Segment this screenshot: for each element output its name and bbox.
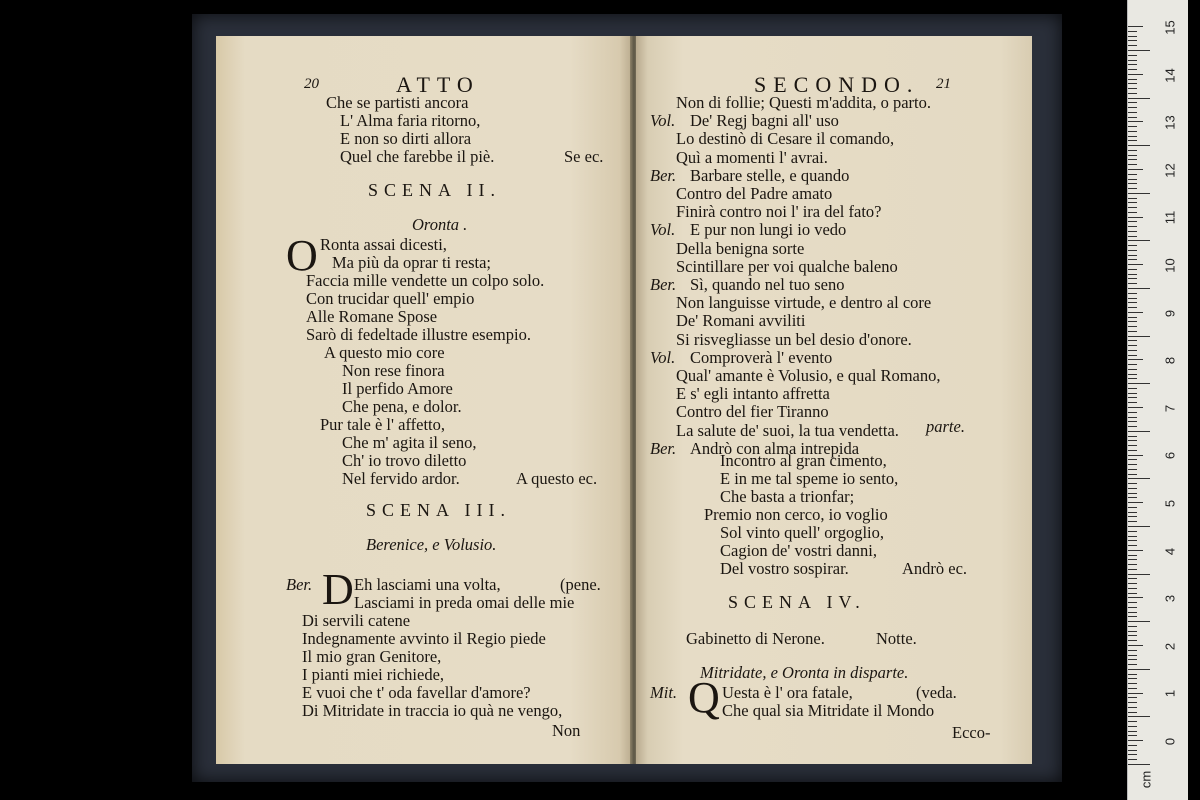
verse-line: Che pena, e dolor. — [342, 397, 462, 416]
verse-line: Indegnamente avvinto il Regio piede — [302, 629, 546, 648]
ruler-tick — [1128, 583, 1137, 584]
speaker-label: Vol. — [650, 220, 676, 240]
ruler-tick — [1128, 578, 1137, 579]
ruler-tick — [1128, 445, 1137, 446]
ruler-tick — [1128, 764, 1150, 765]
right-page — [636, 36, 1032, 764]
verse-line: A questo ec. — [516, 469, 598, 488]
ruler-tick — [1128, 559, 1137, 560]
ruler-tick — [1128, 121, 1143, 122]
ruler-tick — [1128, 317, 1137, 318]
ruler-tick — [1128, 217, 1143, 218]
ruler-tick — [1128, 397, 1137, 398]
drop-cap: D — [322, 565, 354, 614]
verse-line: Non rese finora — [342, 361, 445, 380]
ruler-tick — [1128, 650, 1137, 651]
aria-line: Premio non cerco, io voglio — [704, 505, 888, 524]
ruler-tick — [1128, 669, 1150, 670]
ruler-tick — [1128, 464, 1137, 465]
ruler-tick — [1128, 697, 1137, 698]
dialogue-line: La salute de' suoi, la tua vendetta. — [676, 420, 899, 440]
ruler-tick — [1128, 436, 1137, 437]
ruler-tick — [1128, 378, 1137, 379]
ruler-tick — [1128, 569, 1137, 570]
speaker-label: Vol. — [650, 111, 676, 131]
ruler-tick — [1128, 593, 1137, 594]
speaker-label: Ber. — [286, 575, 313, 594]
aria-line: Cagion de' vostri danni, — [720, 541, 877, 560]
ruler-tick — [1128, 459, 1137, 460]
ruler-tick — [1128, 521, 1137, 522]
page-number: 20 — [304, 76, 319, 92]
ruler-tick — [1128, 131, 1137, 132]
dialogue-line: Scintillare per voi qualche baleno — [676, 256, 898, 276]
ruler-tick — [1128, 602, 1137, 603]
ruler-tick — [1128, 759, 1137, 760]
running-header: SECONDO. — [754, 72, 920, 97]
ruler-tick — [1128, 298, 1137, 299]
ruler-number: 9 — [1162, 309, 1178, 317]
verse-line: Il perfido Amore — [342, 379, 453, 398]
speaker-label: Ber. — [650, 438, 677, 458]
ruler-tick — [1128, 631, 1137, 632]
ruler-tick — [1128, 98, 1150, 99]
ruler-tick — [1128, 212, 1137, 213]
ruler-tick — [1128, 469, 1137, 470]
ruler-number: 10 — [1162, 258, 1178, 273]
ruler-tick — [1128, 221, 1137, 222]
verse-line: Che se partisti ancora — [326, 93, 469, 112]
verse-line: Uesta è l' ora fatale, — [722, 683, 853, 702]
ruler-tick — [1128, 493, 1137, 494]
ruler-tick — [1128, 735, 1137, 736]
ruler-tick — [1128, 716, 1150, 717]
ruler-tick — [1128, 678, 1137, 679]
drop-cap: O — [286, 231, 318, 280]
ruler-tick — [1128, 450, 1137, 451]
verse-line: L' Alma faria ritorno, — [340, 111, 481, 130]
dialogue-line: Finirà contro noi l' ira del fato? — [676, 202, 882, 222]
ruler-tick — [1128, 107, 1137, 108]
ruler-tick — [1128, 421, 1137, 422]
verse-line: Ma più da oprar ti resta; — [332, 253, 491, 272]
ruler-tick — [1128, 393, 1137, 394]
verse-line: Di servili catene — [302, 611, 411, 630]
ruler-tick — [1128, 536, 1137, 537]
speaker-label: Vol. — [650, 347, 676, 367]
ruler-tick — [1128, 188, 1137, 189]
ruler-tick — [1128, 726, 1137, 727]
ruler-tick — [1128, 145, 1150, 146]
ruler-tick — [1128, 245, 1137, 246]
ruler-tick — [1128, 40, 1137, 41]
ruler-tick — [1128, 374, 1137, 375]
ruler-tick — [1128, 745, 1137, 746]
ruler-tick — [1128, 236, 1137, 237]
catchword: Non — [552, 721, 581, 740]
ruler-tick — [1128, 250, 1137, 251]
verse-line: Sarò di fedeltade illustre esempio. — [306, 325, 531, 344]
dialogue-line: De' Romani avviliti — [676, 311, 806, 331]
ruler-tick — [1128, 198, 1137, 199]
verse-line: Pur tale è l' affetto, — [320, 415, 445, 434]
ruler-tick — [1128, 540, 1137, 541]
ruler-tick — [1128, 712, 1137, 713]
scene-heading: SCENA II. — [368, 180, 502, 200]
dialogue-line: E pur non lungi io vedo — [690, 220, 847, 240]
verse-line: Che qual sia Mitridate il Mondo — [722, 701, 935, 720]
ruler-tick — [1128, 564, 1137, 565]
verse-line: Se ec. — [564, 147, 604, 166]
ruler-tick — [1128, 312, 1143, 313]
ruler-tick — [1128, 31, 1137, 32]
ruler-tick — [1128, 588, 1137, 589]
dialogue-line: Non di follie; Questi m'addita, o parto. — [676, 93, 932, 112]
ruler-tick — [1128, 655, 1137, 656]
verse-line: Lasciami in preda omai delle mie — [354, 593, 575, 612]
ruler-tick — [1128, 150, 1137, 151]
ruler-number: 13 — [1162, 115, 1178, 130]
ruler-tick — [1128, 207, 1137, 208]
verse-line: Che m' agita il seno, — [342, 433, 477, 452]
ruler-tick — [1128, 36, 1137, 37]
ruler-tick — [1128, 502, 1143, 503]
ruler-number: 3 — [1162, 595, 1178, 603]
ruler-tick — [1128, 645, 1143, 646]
ruler-number: 5 — [1162, 499, 1178, 508]
measuring-ruler — [1127, 0, 1188, 800]
ruler-tick — [1128, 607, 1137, 608]
ruler-tick — [1128, 269, 1137, 270]
ruler-tick — [1128, 255, 1137, 256]
verse-line: Ch' io trovo diletto — [342, 451, 467, 470]
ruler-tick — [1128, 526, 1150, 527]
verse-line: A questo mio core — [324, 343, 445, 362]
ruler-tick — [1128, 474, 1137, 475]
ruler-tick — [1128, 674, 1137, 675]
ruler-tick — [1128, 345, 1137, 346]
ruler-tick — [1128, 293, 1137, 294]
ruler-tick — [1128, 388, 1137, 389]
verse-line: Di Mitridate in traccia io quà ne vengo, — [302, 701, 563, 720]
verse-line: Nel fervido ardor. — [342, 469, 460, 488]
ruler-tick — [1128, 74, 1143, 75]
ruler-tick — [1128, 140, 1137, 141]
ruler-tick — [1128, 478, 1150, 479]
ruler-tick — [1128, 274, 1137, 275]
ruler-tick — [1128, 550, 1143, 551]
ruler-tick — [1128, 55, 1137, 56]
ruler-tick — [1128, 545, 1137, 546]
ruler-tick — [1128, 226, 1137, 227]
ruler-tick — [1128, 754, 1137, 755]
verse-line: Faccia mille vendette un colpo solo. — [306, 271, 545, 290]
stage-direction: parte. — [926, 417, 965, 436]
verse-line: Ronta assai dicesti, — [320, 235, 447, 254]
ruler-tick — [1128, 50, 1150, 51]
ruler-tick — [1128, 83, 1137, 84]
ruler-tick — [1128, 721, 1137, 722]
ruler-tick — [1128, 369, 1137, 370]
ruler-tick — [1128, 45, 1137, 46]
dialogue-line: E s' egli intanto affretta — [676, 384, 830, 404]
ruler-tick — [1128, 417, 1137, 418]
ruler-tick — [1128, 64, 1137, 65]
scene-heading: SCENA III. — [366, 500, 511, 520]
ruler-number: 7 — [1162, 404, 1178, 412]
ruler-tick — [1128, 112, 1137, 113]
scene-heading: SCENA IV. — [728, 592, 866, 612]
ruler-tick — [1128, 350, 1137, 351]
speaker-label: Ber. — [650, 165, 677, 185]
ruler-tick — [1128, 340, 1137, 341]
aria-end: Andrò ec. — [902, 559, 968, 578]
ruler-tick — [1128, 288, 1150, 289]
verse-line: (veda. — [916, 683, 957, 702]
ruler-number: 2 — [1162, 642, 1178, 650]
ruler-tick — [1128, 635, 1137, 636]
dialogue-line: Si risvegliasse un bel desio d'onore. — [676, 329, 912, 349]
ruler-tick — [1128, 483, 1137, 484]
ruler-tick — [1128, 683, 1137, 684]
ruler-tick — [1128, 307, 1137, 308]
ruler-tick — [1128, 164, 1137, 165]
verse-line: E vuoi che t' oda favellar d'amore? — [302, 683, 531, 702]
ruler-tick — [1128, 179, 1137, 180]
ruler-tick — [1128, 117, 1137, 118]
ruler-tick — [1128, 640, 1137, 641]
ruler-tick — [1128, 626, 1137, 627]
ruler-tick — [1128, 574, 1150, 575]
ruler-tick — [1128, 355, 1137, 356]
ruler-tick — [1128, 93, 1137, 94]
ruler-tick — [1128, 664, 1137, 665]
ruler-tick — [1128, 302, 1137, 303]
ruler-number: 0 — [1162, 737, 1178, 746]
dialogue-line: Qual' amante è Volusio, e qual Romano, — [676, 366, 941, 385]
ruler-tick — [1128, 102, 1137, 103]
aria-line: Che basta a trionfar; — [720, 487, 855, 506]
ruler-tick — [1128, 707, 1137, 708]
ruler-number: 8 — [1162, 357, 1178, 365]
ruler-tick — [1128, 555, 1137, 556]
ruler-tick — [1128, 174, 1137, 175]
ruler-number: 4 — [1162, 547, 1178, 555]
ruler-number: 6 — [1162, 452, 1178, 460]
ruler-tick — [1128, 621, 1150, 622]
ruler-unit: cm — [1138, 770, 1154, 789]
ruler-tick — [1128, 193, 1150, 194]
ruler-tick — [1128, 659, 1137, 660]
ruler-tick — [1128, 431, 1150, 432]
ruler-tick — [1128, 407, 1143, 408]
aria-line: Sol vinto quell' orgoglio, — [720, 523, 885, 542]
ruler-tick — [1128, 597, 1143, 598]
ruler-tick — [1128, 402, 1137, 403]
dialogue-line: Contro del fier Tiranno — [676, 402, 829, 422]
ruler-tick — [1128, 612, 1137, 613]
ruler-number: 14 — [1162, 67, 1178, 83]
ruler-tick — [1128, 79, 1137, 80]
dialogue-line: Sì, quando nel tuo seno — [690, 275, 845, 294]
ruler-tick — [1128, 126, 1137, 127]
ruler-tick — [1128, 326, 1137, 327]
character-names: Mitridate, e Oronta in disparte. — [700, 663, 909, 682]
ruler-number: 1 — [1162, 690, 1178, 698]
ruler-tick — [1128, 488, 1137, 489]
ruler-tick — [1128, 359, 1143, 360]
scene-setting: Gabinetto di Nerone. — [686, 629, 825, 648]
ruler-tick — [1128, 169, 1143, 170]
ruler-tick — [1128, 383, 1150, 384]
dialogue-line: Della benigna sorte — [676, 238, 805, 258]
ruler-tick — [1128, 283, 1137, 284]
ruler-tick — [1128, 426, 1137, 427]
verse-line: Quel che farebbe il piè. — [340, 147, 495, 166]
ruler-tick — [1128, 507, 1137, 508]
ruler-tick — [1128, 331, 1137, 332]
scene-time: Notte. — [876, 629, 917, 648]
dialogue-line: Barbare stelle, e quando — [690, 165, 850, 185]
ruler-tick — [1128, 616, 1137, 617]
ruler-tick — [1128, 155, 1137, 156]
ruler-tick — [1128, 60, 1137, 61]
verse-line: E non so dirti allora — [340, 129, 472, 148]
ruler-tick — [1128, 278, 1137, 279]
dialogue-line: Comproverà l' evento — [690, 347, 833, 367]
ruler-tick — [1128, 231, 1137, 232]
ruler-tick — [1128, 259, 1137, 260]
dialogue-line: Quì a momenti l' avrai. — [676, 147, 828, 167]
aria-line: Del vostro sospirar. — [720, 559, 849, 578]
dialogue-line: Andrò con alma intrepida — [690, 438, 860, 458]
ruler-tick — [1128, 321, 1137, 322]
aria-line: Incontro al gran cimento, — [720, 451, 887, 470]
ruler-tick — [1128, 264, 1143, 265]
verse-line: Eh lasciami una volta, — [354, 575, 501, 594]
ruler-tick — [1128, 512, 1137, 513]
verse-line: I pianti miei richiede, — [302, 665, 445, 684]
page-number: 21 — [936, 76, 951, 92]
ruler-tick — [1128, 159, 1137, 160]
catchword: Ecco- — [952, 723, 991, 742]
verse-line: (pene. — [560, 575, 601, 594]
ruler-tick — [1128, 497, 1137, 498]
ruler-tick — [1128, 364, 1137, 365]
dialogue-line: Non languisse virtude, e dentro al core — [676, 293, 932, 313]
dialogue-line: De' Regj bagni all' uso — [690, 111, 839, 131]
aria-line: E in me tal speme io sento, — [720, 469, 899, 488]
ruler-tick — [1128, 455, 1143, 456]
ruler-tick — [1128, 240, 1150, 241]
ruler-tick — [1128, 731, 1137, 732]
speaker-label: Mit. — [650, 683, 678, 702]
ruler-tick — [1128, 202, 1137, 203]
verse-line: Alle Romane Spose — [306, 307, 438, 326]
ruler-number: 15 — [1162, 20, 1178, 35]
ruler-tick — [1128, 531, 1137, 532]
ruler-tick — [1128, 750, 1137, 751]
verse-line: Con trucidar quell' empio — [306, 289, 475, 308]
ruler-tick — [1128, 688, 1137, 689]
speaker-label: Ber. — [650, 275, 677, 294]
running-header: ATTO — [396, 72, 480, 97]
ruler-tick — [1128, 136, 1137, 137]
ruler-tick — [1128, 740, 1143, 741]
ruler-tick — [1128, 440, 1137, 441]
dialogue-line: Lo destinò di Cesare il comando, — [676, 129, 895, 149]
verse-line: Il mio gran Genitore, — [302, 647, 442, 666]
ruler-tick — [1128, 69, 1137, 70]
ruler-number: 11 — [1162, 211, 1178, 225]
ruler-tick — [1128, 183, 1137, 184]
ruler-tick — [1128, 516, 1137, 517]
dialogue-line: Contro del Padre amato — [676, 184, 833, 203]
character-names: Berenice, e Volusio. — [366, 535, 497, 554]
character-name: Oronta . — [412, 215, 468, 234]
ruler-tick — [1128, 336, 1150, 337]
ruler-tick — [1128, 693, 1143, 694]
ruler-number: 12 — [1162, 163, 1178, 178]
ruler-tick — [1128, 26, 1143, 27]
ruler-tick — [1128, 412, 1137, 413]
drop-cap: Q — [688, 673, 720, 722]
ruler-tick — [1128, 702, 1137, 703]
ruler-tick — [1128, 88, 1137, 89]
left-page — [216, 36, 632, 764]
